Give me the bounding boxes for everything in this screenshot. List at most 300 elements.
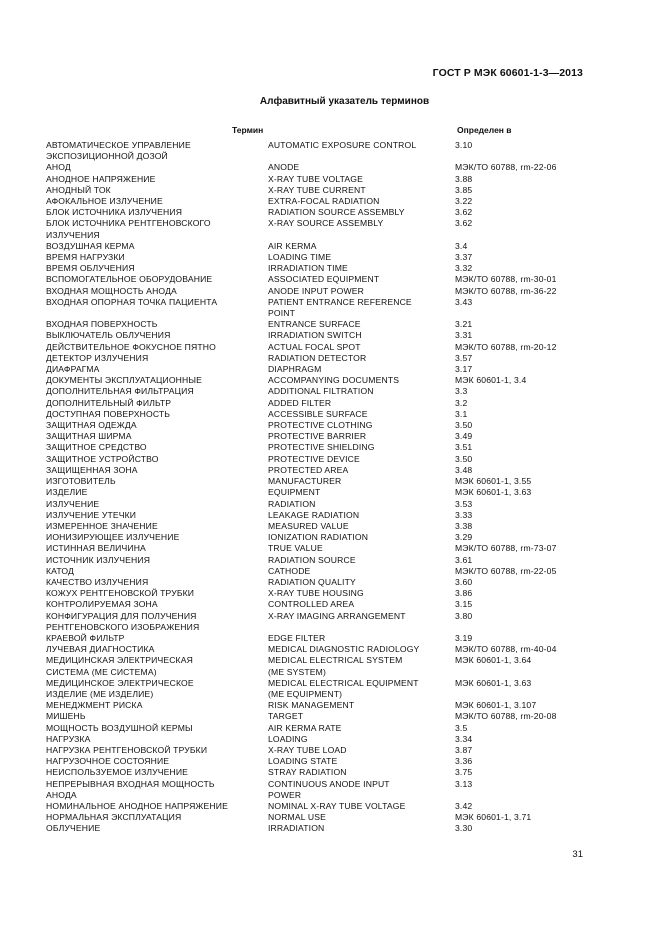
definition-reference: МЭК/ТО 60788, rm-20-12 [455,341,557,352]
term-russian-line: ДОПОЛНИТЕЛЬНЫЙ ФИЛЬТР [46,397,172,408]
term-russian-line: ДОПОЛНИТЕЛЬНАЯ ФИЛЬТРАЦИЯ [46,386,194,397]
term-russian-line: КАТОД [46,565,74,576]
term-english [268,756,455,767]
term-english-line: ENTRANCE SURFACE [268,319,361,330]
term-russian [46,364,268,375]
term-russian [46,319,268,330]
term-english [268,700,455,711]
term-russian [46,342,268,353]
term-english-line: DIAPHRAGM [268,364,322,375]
term-russian-line: ВХОДНАЯ МОЩНОСТЬ АНОДА [46,285,177,296]
term-english-line: NORMAL USE [268,812,327,823]
term-russian-line: ВХОДНАЯ ПОВЕРХНОСТЬ [46,319,158,330]
term-russian [46,386,268,397]
term-russian-line: ВРЕМЯ НАГРУЗКИ [46,252,125,263]
term-russian [46,711,268,722]
term-english [268,140,455,162]
table-row [46,375,606,386]
term-english [268,174,455,185]
term-english [268,588,455,599]
term-russian-line: РЕНТГЕНОВСКОГО ИЗОБРАЖЕНИЯ [46,621,200,632]
term-russian [46,442,268,453]
term-russian-line: КОНТРОЛИРУЕМАЯ ЗОНА [46,599,158,610]
definition-reference: 3.75 [455,767,473,778]
definition-reference: 3.34 [455,733,473,744]
term-russian-line: АНОДА [46,789,77,800]
term-english [268,577,455,588]
term-russian-line: ИЗЛУЧЕНИЯ [46,229,100,240]
term-english-line: RADIATION SOURCE [268,554,356,565]
term-english-line: PROTECTED AREA [268,464,349,475]
term-english-line: ADDED FILTER [268,397,332,408]
definition-reference: 3.22 [455,196,473,207]
term-russian [46,599,268,610]
table-row [46,286,606,297]
term-russian-line: НЕИСПОЛЬЗУЕМОЕ ИЗЛУЧЕНИЕ [46,767,189,778]
term-english-line: EQUIPMENT [268,487,321,498]
term-english-line: ASSOCIATED EQUIPMENT [268,274,380,285]
term-english-line: EDGE FILTER [268,632,326,643]
term-russian [46,375,268,386]
term-russian-line: АФОКАЛЬНОЕ ИЗЛУЧЕНИЕ [46,196,163,207]
table-row [46,510,606,521]
table-row [46,386,606,397]
definition-reference: 3.21 [455,319,473,330]
term-english-line: ACCOMPANYING DOCUMENTS [268,375,400,386]
term-english [268,297,455,319]
term-russian [46,218,268,240]
definition-reference: 3.13 [455,778,473,789]
term-russian [46,723,268,734]
table-row [46,812,606,823]
term-english-line: ACTUAL FOCAL SPOT [268,341,361,352]
table-row [46,823,606,834]
term-english [268,207,455,218]
table-row [46,442,606,453]
term-english-line: MEASURED VALUE [268,520,349,531]
table-row [46,756,606,767]
term-russian [46,745,268,756]
term-english [268,767,455,778]
term-english-line: IRRADIATION TIME [268,263,348,274]
term-russian-line: БЛОК ИСТОЧНИКА ИЗЛУЧЕНИЯ [46,207,183,218]
term-english [268,779,455,801]
term-index-table [46,140,606,835]
term-english [268,241,455,252]
term-english [268,499,455,510]
term-english-line: LEAKAGE RADIATION [268,509,360,520]
term-russian [46,543,268,554]
term-russian [46,678,268,700]
table-row [46,779,606,801]
term-russian [46,655,268,677]
term-english-line: IRRADIATION SWITCH [268,330,362,341]
term-russian [46,330,268,341]
term-english [268,330,455,341]
term-english-line: TARGET [268,711,304,722]
definition-reference: 3.86 [455,588,473,599]
term-russian-line: ДЕЙСТВИТЕЛЬНОЕ ФОКУСНОЕ ПЯТНО [46,341,216,352]
term-russian [46,487,268,498]
definition-reference: МЭК 60601-1, 3.55 [455,476,532,487]
term-english-line: CATHODE [268,565,311,576]
term-russian-line: ИЗГОТОВИТЕЛЬ [46,476,116,487]
table-row [46,476,606,487]
term-russian-line: НЕПРЕРЫВНАЯ ВХОДНАЯ МОЩНОСТЬ [46,778,215,789]
term-russian [46,465,268,476]
table-row [46,342,606,353]
term-english [268,409,455,420]
table-row [46,723,606,734]
term-russian [46,801,268,812]
term-english [268,655,455,677]
page-number: 31 [572,849,583,860]
definition-reference: 3.50 [455,420,473,431]
term-english [268,678,455,700]
term-english [268,263,455,274]
term-russian-line: ВХОДНАЯ ОПОРНАЯ ТОЧКА ПАЦИЕНТА [46,296,218,307]
term-english [268,218,455,240]
definition-reference: 3.32 [455,263,473,274]
term-english [268,319,455,330]
term-english-line: ADDITIONAL FILTRATION [268,386,374,397]
term-russian [46,297,268,319]
table-row [46,801,606,812]
term-russian-line: ВРЕМЯ ОБЛУЧЕНИЯ [46,263,135,274]
table-row [46,207,606,218]
table-row [46,499,606,510]
table-row [46,140,606,162]
term-english-line: TRUE VALUE [268,543,323,554]
definition-reference: МЭК/ТО 60788, rm-36-22 [455,285,557,296]
term-russian [46,577,268,588]
definition-reference: 3.30 [455,823,473,834]
table-row [46,678,606,700]
definition-reference: 3.49 [455,431,473,442]
term-english [268,364,455,375]
term-english-line: EXTRA-FOCAL RADIATION [268,196,380,207]
term-russian-line: ЛУЧЕВАЯ ДИАГНОСТИКА [46,644,155,655]
term-russian-line: ДЕТЕКТОР ИЗЛУЧЕНИЯ [46,352,149,363]
term-english [268,286,455,297]
term-russian [46,286,268,297]
table-row [46,409,606,420]
definition-reference: МЭК/ТО 60788, rm-22-06 [455,162,557,173]
definition-reference: 3.19 [455,632,473,643]
definition-reference: 3.85 [455,184,473,195]
definition-reference: МЭК/ТО 60788, rm-73-07 [455,543,557,554]
term-english-line: STRAY RADIATION [268,767,347,778]
term-english [268,543,455,554]
term-english-line: PROTECTIVE CLOTHING [268,420,373,431]
term-russian-line: КРАЕВОЙ ФИЛЬТР [46,632,125,643]
term-russian [46,196,268,207]
term-russian [46,398,268,409]
definition-reference: 3.5 [455,722,468,733]
term-english-line: RADIATION QUALITY [268,576,356,587]
definition-reference: МЭК 60601-1, 3.63 [455,677,532,688]
table-row [46,252,606,263]
table-row [46,711,606,722]
term-english-line: X-RAY TUBE HOUSING [268,588,364,599]
definition-reference: МЭК 60601-1, 3.71 [455,812,532,823]
term-russian [46,499,268,510]
definition-reference: 3.57 [455,352,473,363]
definition-reference: 3.36 [455,756,473,767]
table-row [46,420,606,431]
definition-reference: 3.80 [455,610,473,621]
term-russian-line: ДОКУМЕНТЫ ЭКСПЛУАТАЦИОННЫЕ [46,375,203,386]
term-english-line: X-RAY TUBE LOAD [268,744,347,755]
definition-reference: 3.4 [455,240,468,251]
table-row [46,577,606,588]
term-english [268,162,455,173]
definition-reference: МЭК/ТО 60788, rm-40-04 [455,644,557,655]
term-russian-line: ИЗДЕЛИЕ [46,487,88,498]
term-russian [46,756,268,767]
definition-reference: 3.31 [455,330,473,341]
term-english-line: IONIZATION RADIATION [268,532,369,543]
term-russian-line: МЕДИЦИНСКОЕ ЭЛЕКТРИЧЕСКОЕ [46,677,194,688]
term-russian [46,252,268,263]
term-english-line: AUTOMATIC EXPOSURE CONTROL [268,140,417,150]
term-russian [46,611,268,633]
term-english-line: RADIATION [268,498,316,509]
term-english-line: X-RAY TUBE CURRENT [268,184,366,195]
term-english [268,510,455,521]
term-russian-line: НАГРУЗОЧНОЕ СОСТОЯНИЕ [46,756,170,767]
term-russian-line: КОЖУХ РЕНТГЕНОВСКОЙ ТРУБКИ [46,588,195,599]
definition-reference: 3.48 [455,464,473,475]
term-russian-line: ОБЛУЧЕНИЕ [46,823,101,834]
term-russian-line: АВТОМАТИЧЕСКОЕ УПРАВЛЕНИЕ [46,140,191,150]
definition-reference: 3.61 [455,554,473,565]
term-english [268,375,455,386]
term-russian-line: ЗАЩИЩЕННАЯ ЗОНА [46,464,138,475]
term-english-line: PROTECTIVE BARRIER [268,431,367,442]
term-english-line: ACCESSIBLE SURFACE [268,408,368,419]
table-row [46,398,606,409]
term-english-line: MANUFACTURER [268,476,342,487]
term-russian-line: МЕНЕДЖМЕНТ РИСКА [46,700,143,711]
table-row [46,555,606,566]
term-english [268,566,455,577]
definition-reference: 3.29 [455,532,473,543]
term-russian-line: ИОНИЗИРУЮЩЕЕ ИЗЛУЧЕНИЕ [46,532,180,543]
term-english-line: ANODE [268,162,300,173]
term-russian-line: СИСТЕМА (МЕ СИСТЕМА) [46,666,157,677]
term-english [268,252,455,263]
term-english-line: ANODE INPUT POWER [268,285,364,296]
term-english-line: AIR KERMA [268,240,317,251]
term-russian [46,476,268,487]
term-english-line: (ME SYSTEM) [268,666,326,677]
term-english [268,476,455,487]
term-english [268,386,455,397]
term-russian [46,454,268,465]
table-row [46,196,606,207]
term-russian [46,274,268,285]
table-row [46,353,606,364]
term-english-line: MEDICAL ELECTRICAL SYSTEM [268,655,403,666]
definition-reference: 3.87 [455,744,473,755]
table-row [46,599,606,610]
term-russian [46,532,268,543]
definition-reference: 3.53 [455,498,473,509]
term-russian [46,767,268,778]
index-title: Алфавитный указатель терминов [259,96,430,107]
table-row [46,700,606,711]
term-russian-line: НОРМАЛЬНАЯ ЭКСПЛУАТАЦИЯ [46,812,182,823]
definition-reference: МЭК 60601-1, 3.4 [455,375,527,386]
term-russian [46,409,268,420]
term-english [268,185,455,196]
term-english-line: LOADING [268,733,308,744]
term-english-line: PROTECTIVE DEVICE [268,453,360,464]
term-english [268,801,455,812]
term-russian [46,510,268,521]
table-row [46,454,606,465]
term-english [268,555,455,566]
term-russian-line: МЕДИЦИНСКАЯ ЭЛЕКТРИЧЕСКАЯ [46,655,193,666]
term-english-line: POWER [268,789,302,800]
term-russian [46,207,268,218]
definition-reference: 3.62 [455,218,473,229]
table-row [46,521,606,532]
term-english-line: MEDICAL ELECTRICAL EQUIPMENT [268,677,419,688]
term-english-line: RISK MANAGEMENT [268,700,355,711]
table-row [46,185,606,196]
term-english-line: X-RAY SOURCE ASSEMBLY [268,218,384,229]
table-row [46,319,606,330]
table-row [46,745,606,756]
table-row [46,767,606,778]
table-row [46,644,606,655]
term-russian-line: ВЫКЛЮЧАТЕЛЬ ОБЛУЧЕНИЯ [46,330,171,341]
term-russian [46,633,268,644]
term-russian [46,174,268,185]
definition-reference: 3.50 [455,453,473,464]
term-english-line: X-RAY IMAGING ARRANGEMENT [268,610,406,621]
definition-reference: 3.38 [455,520,473,531]
term-russian [46,700,268,711]
table-row [46,241,606,252]
term-russian-line: МИШЕНЬ [46,711,86,722]
term-russian [46,779,268,801]
term-russian [46,185,268,196]
definition-reference: 3.33 [455,509,473,520]
table-row [46,532,606,543]
term-russian-line: ЭКСПОЗИЦИОННОЙ ДОЗОЙ [46,151,168,162]
term-russian [46,734,268,745]
definition-reference: 3.42 [455,800,473,811]
term-russian-line: НАГРУЗКА [46,733,91,744]
term-english [268,353,455,364]
table-row [46,274,606,285]
definition-reference: МЭК 60601-1, 3.64 [455,655,532,666]
term-russian-line: ЗАЩИТНАЯ ШИРМА [46,431,132,442]
table-row [46,263,606,274]
term-russian-line: МОЩНОСТЬ ВОЗДУШНОЙ КЕРМЫ [46,722,193,733]
term-english [268,398,455,409]
term-english-line: PROTECTIVE SHIELDING [268,442,375,453]
term-english [268,431,455,442]
definition-reference: МЭК 60601-1, 3.63 [455,487,532,498]
column-header-defined-in: Определен в [457,125,512,135]
term-english [268,442,455,453]
definition-reference: 3.17 [455,364,473,375]
term-english [268,521,455,532]
term-russian [46,644,268,655]
table-row [46,588,606,599]
table-row [46,330,606,341]
term-russian-line: АНОДНОЕ НАПРЯЖЕНИЕ [46,173,156,184]
term-russian-line: НОМИНАЛЬНОЕ АНОДНОЕ НАПРЯЖЕНИЕ [46,800,228,811]
term-russian [46,588,268,599]
term-russian-line: ЗАЩИТНОЕ СРЕДСТВО [46,442,147,453]
term-english [268,274,455,285]
term-russian [46,420,268,431]
definition-reference: 3.60 [455,576,473,587]
definition-reference: МЭК/ТО 60788, rm-30-01 [455,274,557,285]
term-russian-line: АНОД [46,162,71,173]
definition-reference: 3.62 [455,207,473,218]
table-row [46,218,606,240]
term-russian [46,812,268,823]
term-english-line: LOADING STATE [268,756,338,767]
term-english [268,812,455,823]
definition-reference: 3.15 [455,599,473,610]
table-row [46,611,606,633]
term-english [268,711,455,722]
term-english [268,734,455,745]
definition-reference: МЭК/ТО 60788, rm-22-05 [455,565,557,576]
term-russian [46,823,268,834]
term-russian [46,140,268,162]
definition-reference: 3.37 [455,252,473,263]
term-english [268,633,455,644]
term-russian-line: НАГРУЗКА РЕНТГЕНОВСКОЙ ТРУБКИ [46,744,208,755]
term-english [268,342,455,353]
term-english [268,823,455,834]
term-english-line: IRRADIATION [268,823,325,834]
term-russian-line: ЗАЩИТНОЕ УСТРОЙСТВО [46,453,159,464]
table-row [46,297,606,319]
term-english-line: MEDICAL DIAGNOSTIC RADIOLOGY [268,644,420,655]
term-russian-line: КАЧЕСТВО ИЗЛУЧЕНИЯ [46,576,149,587]
term-english-line: CONTROLLED AREA [268,599,355,610]
table-row [46,465,606,476]
table-row [46,162,606,173]
definition-reference: МЭК/ТО 60788, rm-20-08 [455,711,557,722]
term-russian [46,555,268,566]
term-russian-line: ИЗДЕЛИЕ (МЕ ИЗДЕЛИЕ) [46,688,154,699]
term-english [268,454,455,465]
definition-reference: 3.10 [455,140,473,150]
term-russian-line: БЛОК ИСТОЧНИКА РЕНТГЕНОВСКОГО [46,218,211,229]
table-row [46,487,606,498]
term-russian-line: ИСТОЧНИК ИЗЛУЧЕНИЯ [46,554,151,565]
term-russian-line: АНОДНЫЙ ТОК [46,184,111,195]
term-english [268,487,455,498]
term-russian-line: КОНФИГУРАЦИЯ ДЛЯ ПОЛУЧЕНИЯ [46,610,197,621]
table-row [46,431,606,442]
term-english-line: PATIENT ENTRANCE REFERENCE [268,296,412,307]
table-row [46,174,606,185]
term-english [268,420,455,431]
term-russian-line: ИЗЛУЧЕНИЕ УТЕЧКИ [46,509,137,520]
term-russian-line: ДИАФРАГМА [46,364,100,375]
